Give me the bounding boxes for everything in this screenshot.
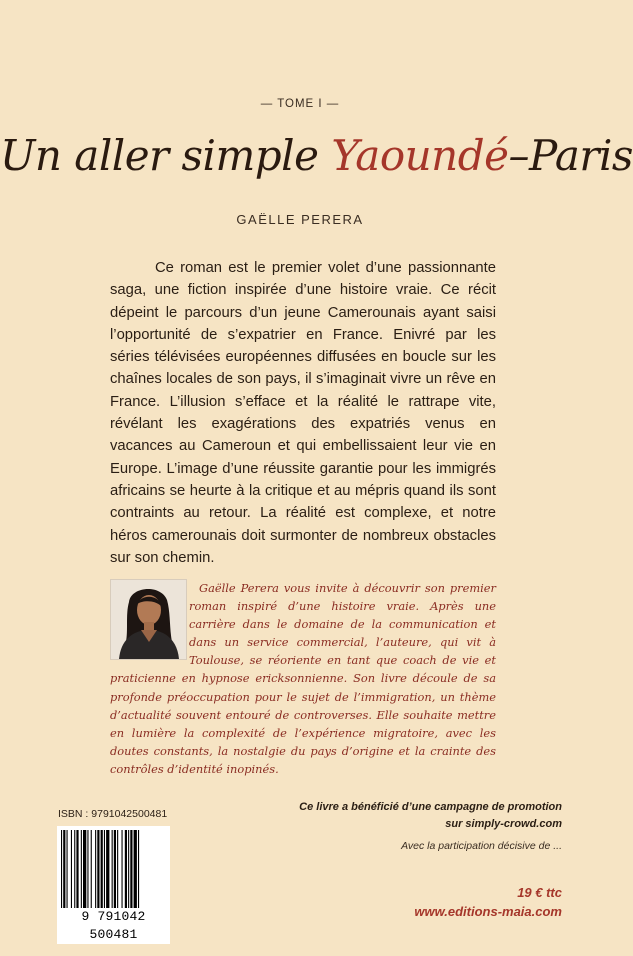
publisher-website[interactable]: www.editions-maia.com — [414, 904, 562, 919]
tome-label: — TOME I — — [260, 98, 340, 110]
author-bio — [110, 579, 496, 778]
promotion-note — [262, 799, 562, 833]
book-title — [0, 128, 633, 184]
promotion-line-2: sur simply-crowd.com — [445, 818, 562, 830]
promotion-line-1: Ce livre a bénéficié d’une campagne de promotion — [299, 801, 562, 813]
participation-note: Avec la participation décisive de ... — [401, 840, 562, 852]
synopsis-text: Ce roman est le premier volet d’une passionnante saga, une fiction inspirée d’une histoire vraie. Ce récit dépeint le parcours d’un jeune Camerounais ayant saisi l’opportunité de s’expatrier en France. Enivré par les séries télévisées européennes diffusées en boucle sur les chaînes locales de son pays, il s’imaginait vivre un rêve en France. L’illusion s’efface et la réalité le rattrape vite, révélant les exagérations des expatriés venus en vacances au Cameroun et qui embellissaient leur vie en Europe. L’image d’une réussite garantie pour les immigrés africains se heurte à la critique et au mépris quand ils sont contraints au retour. La réalité est complexe, et notre héros camerounais doit surmonter de nombreux obstacles sur son chemin. — [110, 260, 496, 566]
title-part-1: Un aller simple — [0, 131, 332, 180]
author-name: GAËLLE PERERA — [236, 212, 364, 227]
isbn-digits: 9 791042 500481 — [57, 908, 170, 944]
title-part-3: –Paris — [508, 131, 633, 180]
barcode-bars — [57, 826, 170, 916]
price: 19 € ttc — [517, 885, 562, 900]
title-part-2: Yaoundé — [331, 131, 509, 180]
isbn-label: ISBN : 9791042500481 — [58, 808, 168, 820]
author-bio-text: Gaëlle Perera vous invite à découvrir son premier roman inspiré d’une histoire vraie. Après une carrière dans le domaine de la communication et dans un service commercial, l’auteure, qui vit à Toulouse, se réoriente en tant que coach de vie et praticienne en hypnose ericksonnienne. Son livre découle de sa profonde préoccupation pour le sujet de l’immigration, un thème d’actualité souvent entouré de controverses. Elle souhaite mettre en lumière la complexité de l’expérience migratoire, avec les doutes constants, la nostalgie du pays d’origine et la crainte des contrôles d’identité inopinés. — [110, 581, 496, 776]
